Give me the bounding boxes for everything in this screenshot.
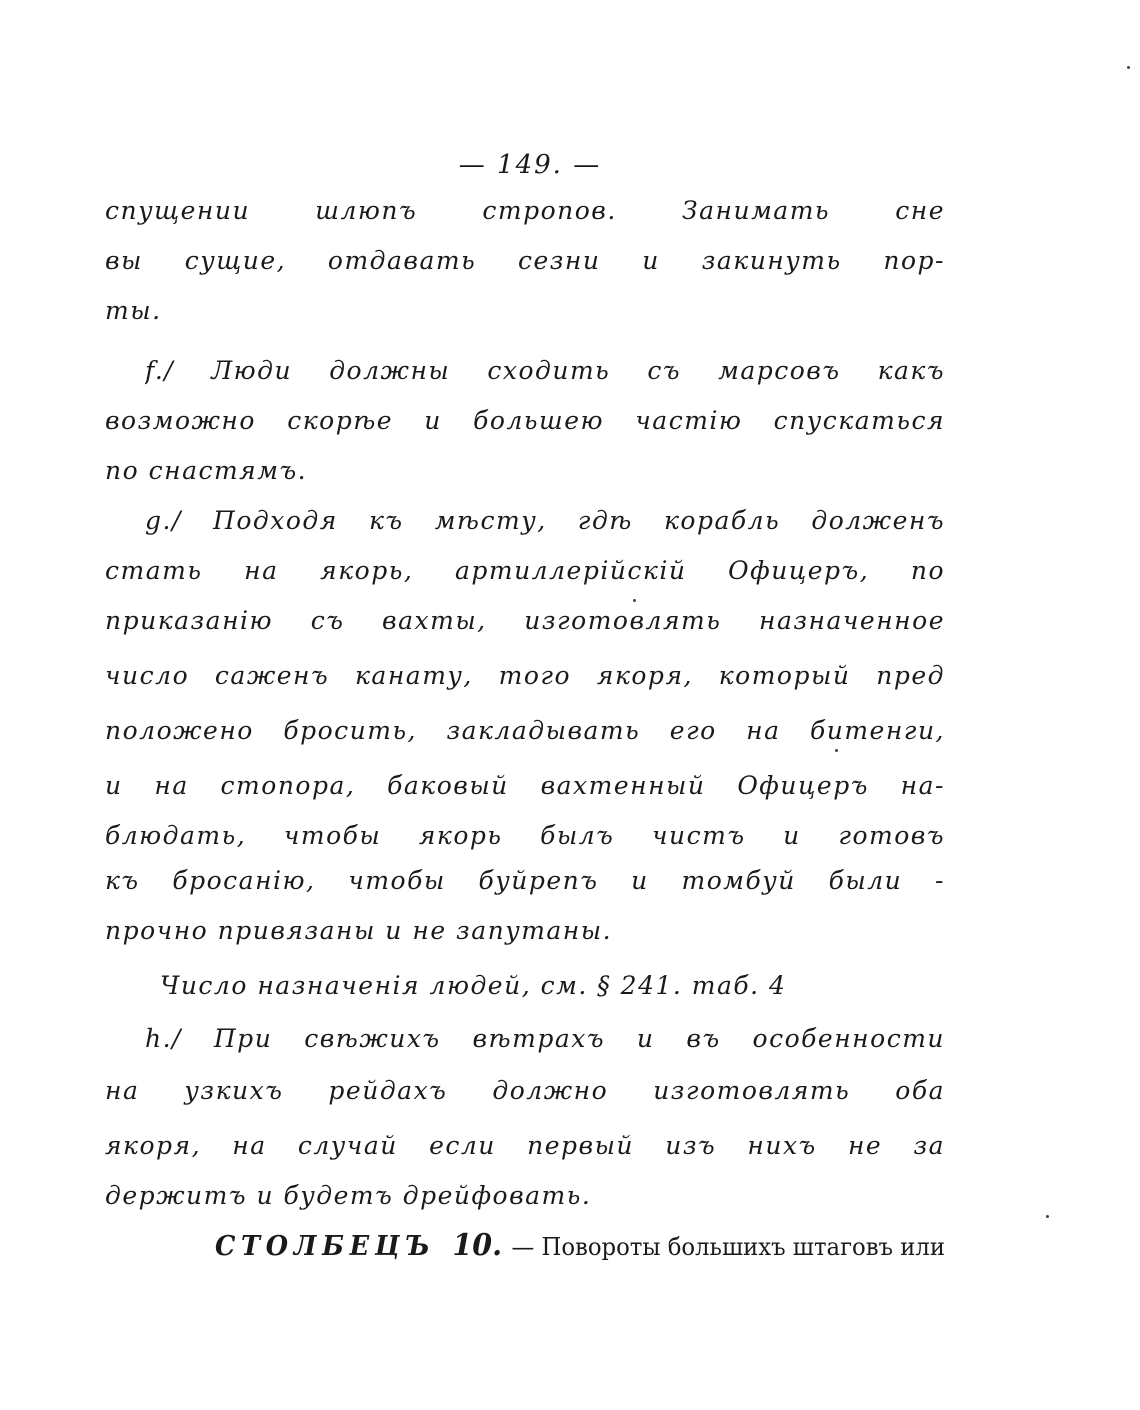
text-line: спущении шлюпъ стропов. Занимать сне <box>105 196 945 225</box>
text-line: число саженъ канату, того якоря, который пред <box>105 661 945 690</box>
text-line: возможно скорѣе и большею частію спускаться <box>105 406 945 435</box>
text-line: держитъ и будетъ дрейфовать. <box>105 1181 592 1210</box>
page-number: — 149. — <box>458 150 602 180</box>
text-line: по снастямъ. <box>105 456 308 485</box>
paper-speck <box>1046 1215 1049 1218</box>
heading-rest: — Повороты большихъ штаговъ или <box>511 1233 946 1261</box>
paragraph-start-line: g./ Подходя къ мѣсту, гдѣ корабль долженъ <box>145 506 945 535</box>
text-line: къ бросанію, чтобы буйрепъ и томбуй были - <box>105 866 945 895</box>
paper-speck <box>633 599 636 602</box>
heading-label: СТОЛБЕЦЪ <box>215 1231 436 1262</box>
section-heading <box>215 1228 945 1263</box>
text-line: вы сущие, отдавать сезни и закинуть пор- <box>105 246 945 275</box>
paragraph-start-line: h./ При свѣжихъ вѣтрахъ и въ особенности <box>145 1024 945 1053</box>
paper-speck <box>835 749 838 752</box>
text-line: якоря, на случай если первый изъ нихъ не за <box>105 1131 945 1160</box>
text-line: прочно привязаны и не запутаны. <box>105 916 613 945</box>
paragraph-start-line: f./ Люди должны сходить съ марсовъ какъ <box>145 356 945 385</box>
text-line: положено бросить, закладывать его на битенги, <box>105 716 945 745</box>
text-line: на узкихъ рейдахъ должно изготовлять оба <box>105 1076 945 1105</box>
text-line: блюдать, чтобы якорь былъ чистъ и готовъ <box>105 821 945 850</box>
text-line: и на стопора, баковый вахтенный Офицеръ на- <box>105 771 945 800</box>
paper-speck <box>1127 66 1130 69</box>
text-line: стать на якорь, артиллерійскій Офицеръ, по <box>105 556 945 585</box>
text-line: приказанію съ вахты, изготовлять назначенное <box>105 606 945 635</box>
reference-line: Число назначенія людей, см. § 241. таб. 4 <box>160 971 787 1000</box>
heading-number: 10. <box>452 1228 503 1263</box>
text-line: ты. <box>105 296 162 325</box>
